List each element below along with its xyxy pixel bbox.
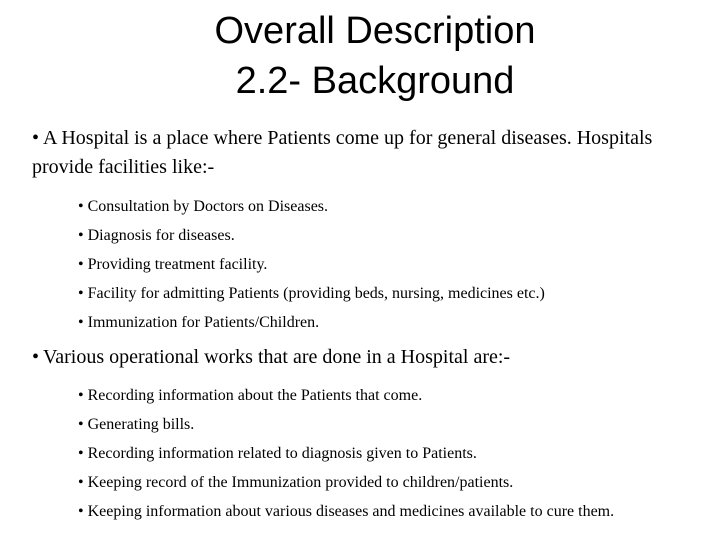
section-2-paragraph	[32, 343, 698, 371]
bullet-icon: •	[78, 503, 84, 520]
section-1-paragraph	[32, 124, 698, 182]
bullet-icon: •	[78, 387, 84, 404]
slide-body	[32, 124, 698, 523]
bullet-icon: •	[78, 474, 84, 491]
section-1-text: A Hospital is a place where Patients come up for general diseases. Hospitals provide facilities like:-	[32, 127, 653, 178]
bullet-icon: •	[78, 198, 84, 215]
bullet-icon: •	[78, 416, 84, 433]
section-1-list	[78, 192, 698, 337]
section-2-text: Various operational works that are done in a Hospital are:-	[43, 346, 511, 368]
title-line-2: 2.2- Background	[235, 60, 515, 102]
list-item: • Diagnosis for diseases.	[78, 227, 235, 244]
bullet-icon: •	[78, 445, 84, 462]
bullet-icon: •	[78, 314, 84, 331]
bullet-icon: •	[32, 346, 40, 368]
list-item: • Consultation by Doctors on Diseases.	[78, 198, 329, 215]
slide-title	[0, 6, 720, 106]
bullet-icon: •	[32, 127, 40, 149]
list-item: • Recording information related to diagnosis given to Patients.	[78, 445, 477, 462]
list-item: • Providing treatment facility.	[78, 256, 268, 273]
list-item: • Keeping record of the Immunization provided to children/patients.	[78, 474, 514, 491]
list-item: • Facility for admitting Patients (providing beds, nursing, medicines etc.)	[78, 285, 545, 302]
list-item: • Generating bills.	[78, 416, 195, 433]
bullet-icon: •	[78, 256, 84, 273]
bullet-icon: •	[78, 227, 84, 244]
title-line-1: Overall Description	[214, 10, 536, 52]
list-item: • Immunization for Patients/Children.	[78, 314, 320, 331]
list-item: • Keeping information about various diseases and medicines available to cure them.	[78, 503, 615, 520]
section-2-list	[78, 381, 698, 523]
list-item: • Recording information about the Patients that come.	[78, 387, 423, 404]
bullet-icon: •	[78, 285, 84, 302]
